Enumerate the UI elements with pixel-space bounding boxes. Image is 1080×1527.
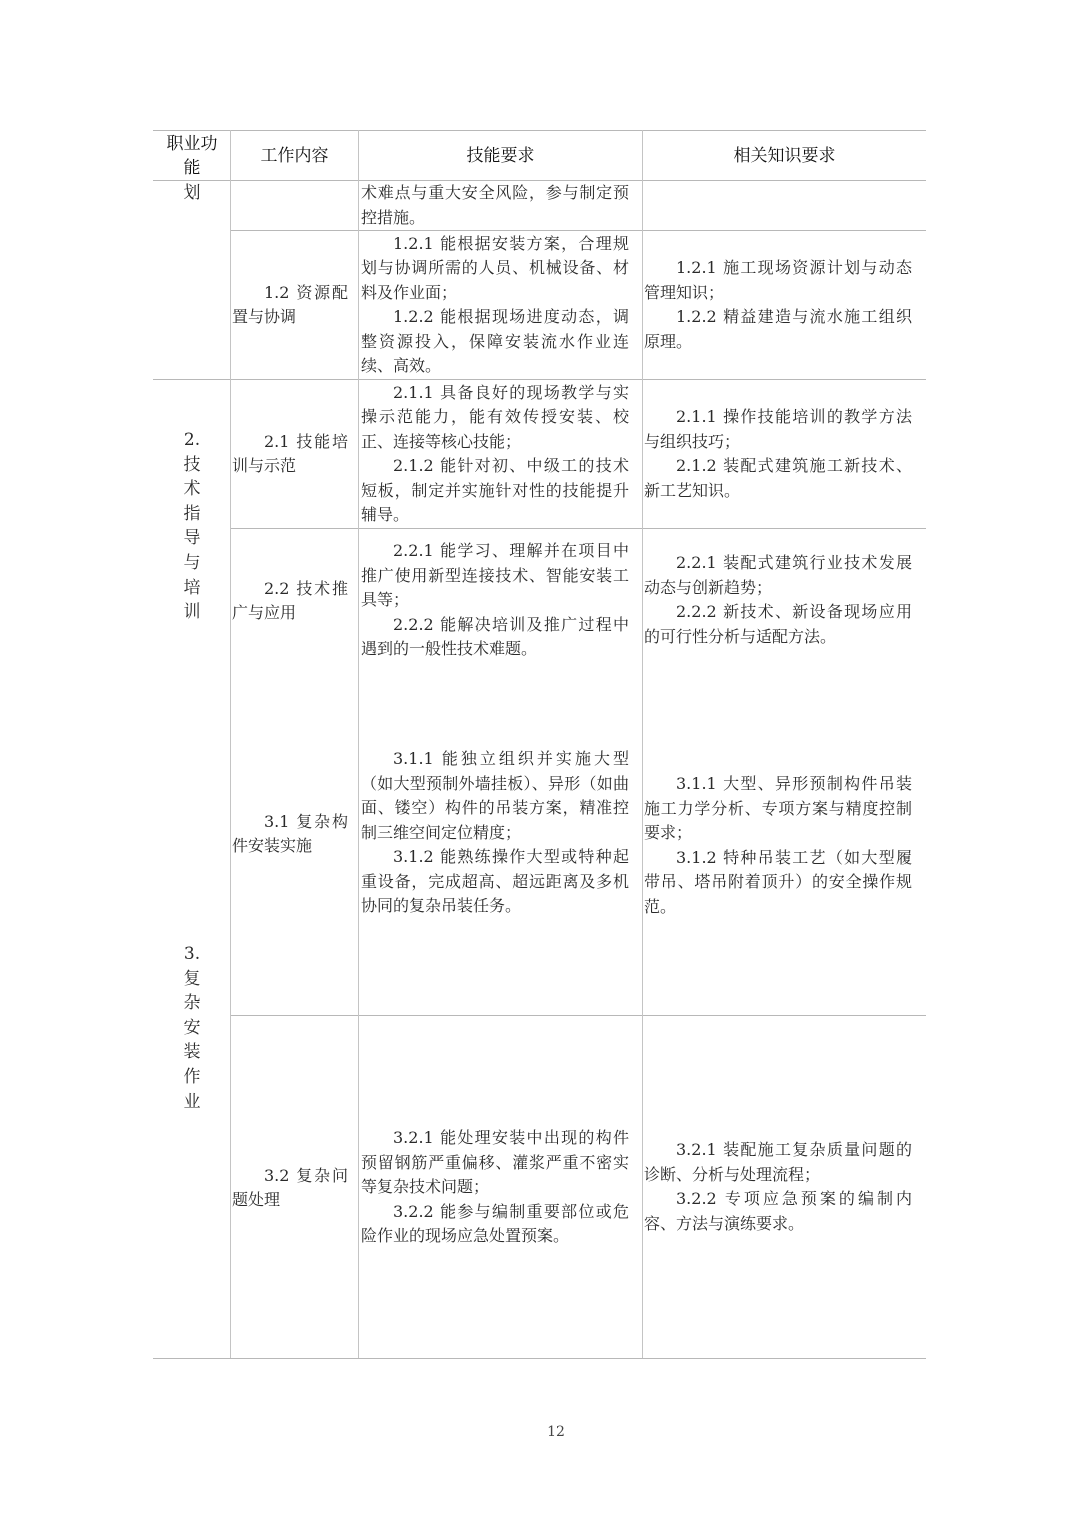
skill-cell-r3 [361,539,629,662]
row-divider-3-1 [230,1015,926,1016]
header-work-content-label: 工作内容 [260,145,329,166]
col-divider-3 [642,130,643,1358]
content-cell-r3 [232,539,348,663]
knowledge-cell-r4 [644,772,912,919]
knowledge-text-r1-2: 1.2.2 精益建造与流水施工组织原理。 [644,307,912,351]
knowledge-cell-r5 [644,1138,912,1236]
knowledge-text-r3-1: 2.2.1 装配式建筑行业技术发展动态与创新趋势； [644,553,912,597]
knowledge-text-r2-2: 2.1.2 装配式建筑施工新技术、新工艺知识。 [644,456,912,500]
content-text-r3: 2.2 技术推广与应用 [232,578,348,622]
content-text-r4: 3.1 复杂构件安装实施 [232,811,348,855]
knowledge-text-r2-1: 2.1.1 操作技能培训的教学方法与组织技巧； [644,407,912,451]
skill-text-r5-2: 3.2.2 能参与编制重要部位或危险作业的现场应急处置预案。 [361,1201,629,1245]
func-char: 术 [183,479,201,500]
header-career-function [166,131,218,180]
skill-cell-r5 [361,1126,629,1249]
func-char: 装 [183,1042,201,1063]
knowledge-text-r4-1: 3.1.1 大型、异形预制构件吊装施工力学分析、专项方案与精度控制要求； [644,774,912,842]
func-char: 2. [183,430,201,450]
skill-text-r1-1: 1.2.1 能根据安装方案，合理规划与协调所需的人员、机械设备、材料及作业面； [361,233,629,302]
content-cell-r1 [232,231,348,379]
content-text-r5: 3.2 复杂问题处理 [232,1165,348,1209]
func-cell-group3 [177,942,207,1114]
skill-cell-r2 [361,380,629,528]
skill-cell-r4 [361,747,629,919]
header-work-content [231,131,358,180]
knowledge-text-r3-2: 2.2.2 新技术、新设备现场应用的可行性分析与适配方法。 [644,602,912,646]
content-cell-r4 [232,796,348,872]
header-career-function-label: 职业功能 [166,133,218,178]
func-cell-group2 [177,428,207,625]
func-char: 训 [183,602,201,623]
func-char: 导 [183,528,201,549]
header-skill-requirements [359,131,642,180]
func-char: 培 [183,577,201,598]
func-label-continued: 划 [183,183,201,203]
content-cell-r2 [232,380,348,528]
skill-cell-r1 [361,231,629,379]
skill-text-r1-2: 1.2.2 能根据现场进度动态，调整资源投入，保障安装流水作业连续、高效。 [361,307,629,375]
func-char: 业 [183,1091,201,1112]
row-divider-2-2 [230,528,926,529]
func-char: 杂 [183,993,201,1014]
header-knowledge-requirements-label: 相关知识要求 [733,145,836,166]
func-char: 3. [183,944,201,964]
skill-text-r3-2: 2.2.2 能解决培训及推广过程中遇到的一般性技术难题。 [361,614,629,658]
skill-text-r3-1: 2.2.1 能学习、理解并在项目中推广使用新型连接技术、智能安装工具等； [361,541,629,609]
func-char: 作 [183,1066,201,1087]
knowledge-text-r5-1: 3.2.1 装配施工复杂质量问题的诊断、分析与处理流程； [644,1140,912,1184]
func-char: 安 [183,1017,201,1038]
table-bottom-border [153,1358,926,1359]
skill-cell-r0 [361,181,629,230]
func-cell-continued [177,181,207,206]
skill-text-r4-1: 3.1.1 能独立组织并实施大型（如大型预制外墙挂板）、异形（如曲面、镂空）构件的吊装方案，精准控制三维空间定位精度； [361,749,629,842]
content-cell-r5 [232,1163,348,1213]
col-divider-2 [358,130,359,1358]
func-char: 与 [183,552,201,573]
content-text-r2: 2.1 技能培训与示范 [232,431,348,475]
knowledge-text-r5-2: 3.2.2 专项应急预案的编制内容、方法与演练要求。 [644,1189,912,1233]
func-char: 技 [183,454,201,475]
knowledge-cell-r3 [644,551,912,649]
skill-text-r2-2: 2.1.2 能针对初、中级工的技术短板，制定并实施针对性的技能提升辅导。 [361,456,629,524]
content-text-r1: 1.2 资源配置与协调 [232,282,348,326]
col-divider-1 [230,130,231,1358]
knowledge-text-r1-1: 1.2.1 施工现场资源计划与动态管理知识； [644,258,912,302]
skill-text-r0: 术难点与重大安全风险，参与制定预控措施。 [361,183,629,227]
page-number: 12 [547,1424,565,1440]
header-skill-requirements-label: 技能要求 [466,145,535,166]
knowledge-cell-r2 [644,380,912,528]
skill-text-r2-1: 2.1.1 具备良好的现场教学与实操示范能力，能有效传授安装、校正、连接等核心技能； [361,382,629,451]
func-char: 指 [183,503,201,524]
skill-text-r4-2: 3.1.2 能熟练操作大型或特种起重设备，完成超高、超远距离及多机协同的复杂吊装任务。 [361,847,629,915]
skill-text-r5-1: 3.2.1 能处理安装中出现的构件预留钢筋严重偏移、灌浆严重不密实等复杂技术问题； [361,1128,629,1196]
header-knowledge-requirements [643,131,926,180]
knowledge-text-r4-2: 3.1.2 特种吊装工艺（如大型履带吊、塔吊附着顶升）的安全操作规范。 [644,847,912,916]
func-char: 复 [183,968,201,989]
knowledge-cell-r1 [644,231,912,379]
